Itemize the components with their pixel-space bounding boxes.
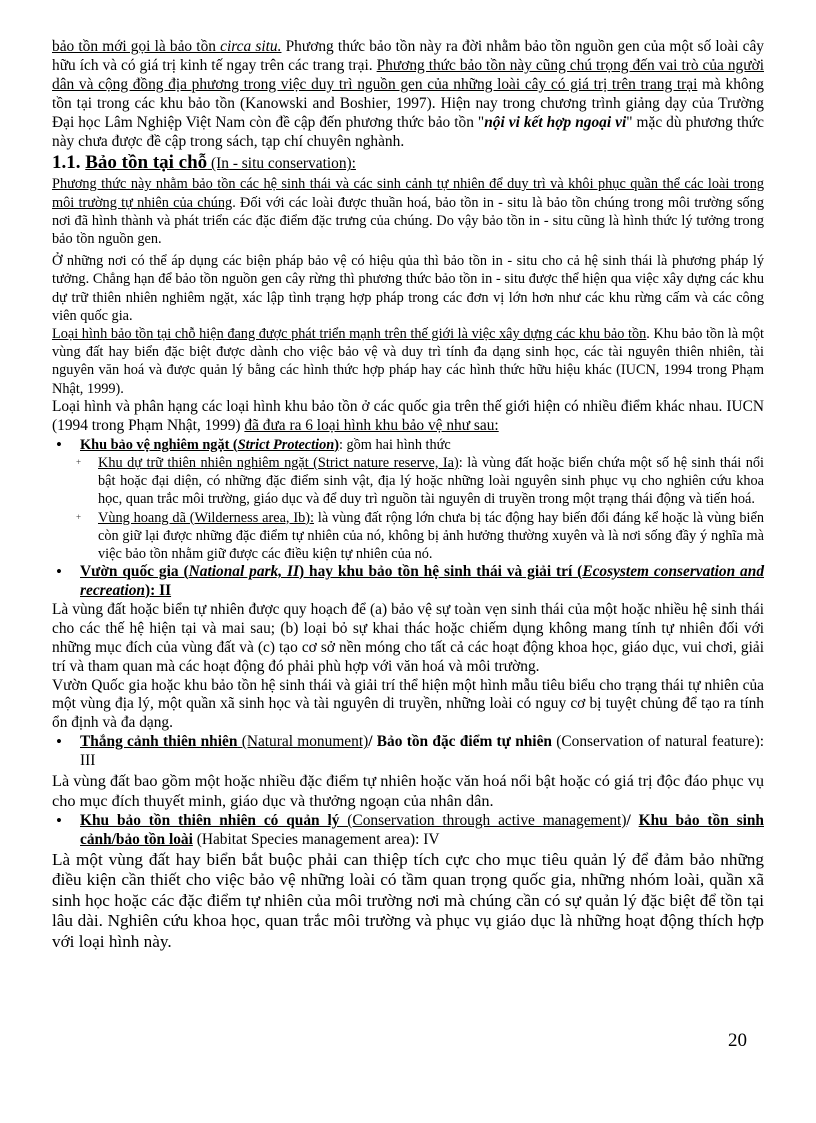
document-page [52,38,764,953]
cat4-head-bold: Khu bảo tồn thiên nhiên có quản lý [80,811,340,829]
cat4-head-slash: / [626,811,639,829]
sub1-head: Khu dự trữ thiên nhiên nghiêm ngặt (Strict nature reserve, Ia) [98,454,459,471]
category-list-3 [52,733,764,771]
intro-text-1: bảo tồn mới gọi là bảo tồn [52,38,221,55]
intro-noi-vi-term: nội vi kết hợp ngoại vi [484,113,627,131]
sub2-text: là vùng đất rộng lớn chưa bị tác động hay biến đổi đáng kể hoặc là vùng biển còn giữ lại được những đặc điểm tự nhiên của nó, không bị ảnh hưởng thường xuyên và là nơi sống đầy ý nghĩa mà việc bảo tồn nhằm giữ được các điều kiện tự nhiên của nó. [98,509,764,562]
cat3-head-slash: / [368,733,377,751]
list-item-wilderness-area [52,509,764,564]
intro-text-3: Phương thức bảo tồn này cũng chú trọng đến vai trò của người dân và cộng đồng địa phương trong việc duy trì nguồn gen của những loài cây có giá trị trên trang trại [52,56,765,93]
cat3-head-bold-2: Bảo tồn đặc điểm tự nhiên [376,733,552,751]
cat4-head-rest: (Habitat Species management area): IV [192,830,440,848]
cat2-paragraph-2: Vườn Quốc gia hoặc khu bảo tồn hệ sinh thái và giải trí thể hiện một hình mẫu tiêu biểu cho trạng thái tự nhiên của một vùng địa lý, một quần xã sinh học và tài nguyên di truyền, những loài có nguy cơ bị tuyệt chủng để tạo ra tính ổn định và đa dạng. [52,676,764,732]
cat4-head-underlined [80,812,626,829]
insitu-paragraph-3 [52,325,764,398]
cat3-head-rest: (Conservation of natural feature): III [80,733,764,770]
cat1-head-em: Strict Protection [237,436,335,453]
cat2-h2-em: Ecosystem conservation and recreation [80,563,765,600]
list-item-strict-protection [52,436,764,454]
plus-bullet-icon: + [76,511,82,522]
cat3-head-underlined [80,733,368,750]
intro-text-2: Phương thức bảo tồn này ra đời nhằm bảo tồn nguồn gen của một số loài cây hữu ích và có giá trị kinh tế ngay trên các trang trại. [52,38,765,74]
category-list-4 [52,812,764,850]
intro-paragraph [52,38,764,151]
cat3-head-text: (Natural monument) [237,733,369,751]
insitu-p1-underlined: Phương thức này nhằm bảo tồn các hệ sinh thái và các sinh cảnh tự nhiên để duy trì và khôi phục quần thể các loài trong môi trường tự nhiên của chúng [52,176,764,211]
cat2-h1-em: National park, II [188,563,299,581]
cat2-h2: ) hay khu bảo tồn hệ sinh thái và giải trí ( [298,563,583,581]
insitu-p1-text: . Đối với các loài được thuần hoá, bảo tồn in - situ là bảo tồn chúng trong môi trường sống nơi đã hình thành và phát triển các đặc điểm đặc trưng của chúng. Do vậy bảo tồn in - situ cũng là hình thức lý tưởng trong bảo tồn nguồn gen. [52,194,764,248]
sub2-head: Vùng hoang dã (Wilderness area, Ib): [98,509,315,526]
intro-text-4: mà không tồn tại trong các khu bảo tồn (Kanowski and Boshier, 1997). Hiện nay trong chương trình giảng dạy của Trường Đại học Lâm Nghiệp Việt Nam còn đề cập đến phương thức bảo tồn " [52,75,764,131]
cat4-head-bold-2: Khu bảo tồn sinh cảnh/bảo tồn loài [80,811,764,848]
category-list-2 [52,563,764,601]
section-subtitle: (In - situ conservation): [207,155,356,173]
insitu-p3-underlined: Loại hình bảo tồn tại chỗ hiện đang được phát triển mạnh trên thế giới là việc xây dựng các khu bảo tồn [52,326,647,343]
section-title: Bảo tồn tại chỗ [85,152,208,174]
insitu-p4-text: Loại hình và phân hạng các loại hình khu bảo tồn ở các quốc gia trên thế giới hiện có nhiều điểm khác nhau. IUCN (1994 trong Phạm Nhật, 1999) [52,397,764,434]
category-list-1 [52,436,764,454]
intro-circa-situ: circa situ. [220,38,282,55]
cat2-h3: ): II [144,582,172,600]
cat2-h1: Vườn quốc gia ( [80,563,189,581]
cat1-tail: : gồm hai hình thức [338,436,451,453]
insitu-p3-text: . Khu bảo tồn là một vùng đất hay biển đặc biệt được dành cho việc bảo vệ và duy trì tính đa dạng sinh học, các tài nguyên thiên nhiên, tài nguyên văn hoá và được quản lý bằng các hình thức hợp pháp hay các hình thức hữu hiệu khác (IUCN, 1994 trong Phạm Nhật, 1999). [52,326,764,397]
insitu-paragraph-4 [52,398,764,436]
list-item-managed-reserve [52,812,764,850]
insitu-paragraph-1 [52,175,764,248]
section-number: 1.1. [52,152,81,174]
plus-bullet-icon: + [76,456,82,467]
sub1-text: : là vùng đất hoặc biển chứa một số hệ sinh thái nổi bật hoặc đại diện, có những đặc điểm sinh vật, địa lý hoặc những loài nguyên sinh phục vụ cho nghiên cứu khoa học, quan trắc môi trường, giáo dục và để duy trì nguồn tài nguyên di truyền trong một trạng thái động và tiến hoá. [98,454,765,508]
list-item-national-park [52,563,764,601]
cat2-head [80,563,764,599]
list-item-strict-nature-reserve [52,454,764,509]
cat1-head-close: ) [334,436,339,453]
category-sublist [52,454,764,563]
intro-text-5: " mặc dù phương thức này chưa được đề cập trong sách, tạp chí chuyên nghành. [52,113,764,150]
insitu-p4-underlined: đã đưa ra 6 loại hình khu bảo vệ như sau: [244,416,499,434]
cat4-paragraph: Là một vùng đất hay biển bắt buộc phải can thiệp tích cực cho mục tiêu quản lý để đảm bảo những điều kiện cần thiết cho việc bảo vệ những loài có tầm quan trọng quốc gia, những nhóm loài, quần xã sinh học hoặc các đặc điểm tự nhiên của môi trường nơi mà chúng cần có sự quản lý đặc biệt để tồn tại lâu dài. Nghiên cứu khoa học, quan trắc môi trường và phục vụ giáo dục là những hoạt động thích hợp với loại hình này. [52,849,764,952]
cat1-head-text: Khu bảo vệ nghiêm ngặt ( [80,436,238,453]
cat2-paragraph-1: Là vùng đất hoặc biển tự nhiên được quy hoạch để (a) bảo vệ sự toàn vẹn sinh thái của một hoặc nhiều hệ sinh thái cho các thế hệ hiện tại và mai sau; (b) loại bỏ sự khai thác hoặc chiếm dụng không mang tính tự nhiên đối với những mục đích của vùng đất và (c) tạo cơ sở nền móng cho tất cả các hoạt động khoa học, giáo dục, vui chơi, giải trí và tham quan mà các hoạt động đó phải phù hợp với văn hoá và môi trường. [52,600,764,675]
cat4-head-text: (Conservation through active management) [339,811,627,829]
cat3-head-bold: Thắng cảnh thiên nhiên [80,733,238,751]
section-heading [52,152,764,175]
cat1-head [80,437,339,453]
page-number: 20 [728,1030,747,1051]
insitu-paragraph-2: Ở những nơi có thể áp dụng các biện pháp bảo vệ có hiệu qủa thì bảo tồn in - situ cho cả hệ sinh thái là phương pháp lý tưởng. Chẳng hạn để bảo tồn nguồn gen cây rừng thì phương thức bảo tồn in - situ được thể hiện qua việc xây dựng các khu dự trữ thiên nhiên nghiêm ngặt, xác lập tình trạng hợp pháp trong các đơn vị lớn hơn như các khu rừng cấm và các công viên quốc gia. [52,253,764,324]
list-item-natural-monument [52,733,764,771]
cat3-paragraph: Là vùng đất bao gồm một hoặc nhiều đặc điểm tự nhiên hoặc văn hoá nổi bật hoặc có giá trị độc đáo phục vụ cho mục đích thuyết minh, giáo dục và thưởng ngoạn của nhân dân. [52,771,764,811]
